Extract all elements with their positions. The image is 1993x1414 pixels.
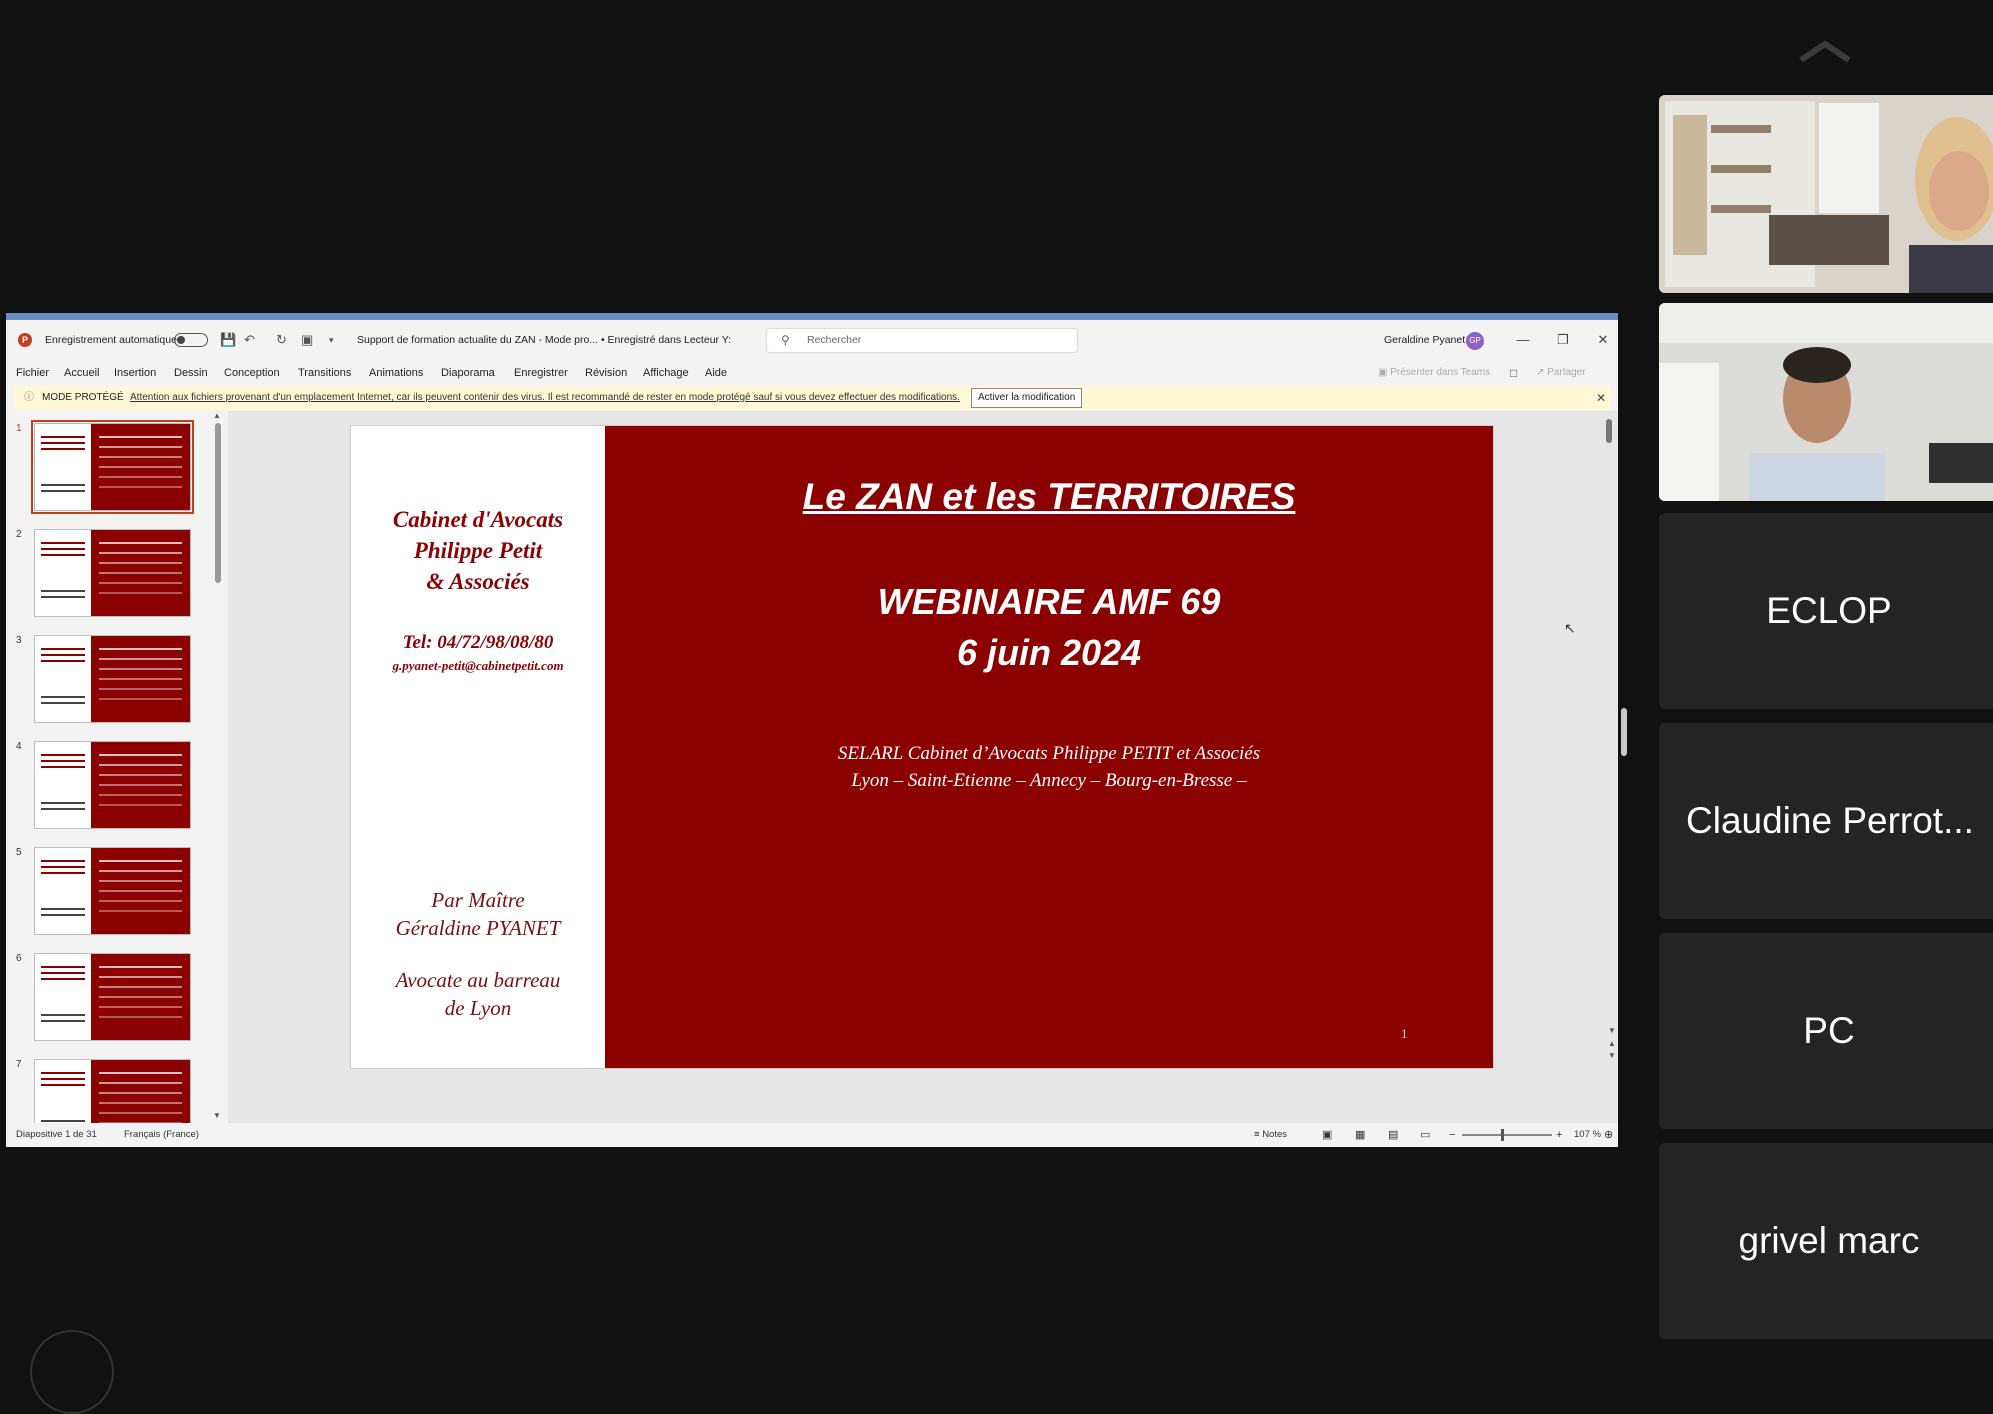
slideshow-icon[interactable]: ▭	[1420, 1129, 1431, 1141]
tab-accueil[interactable]: Accueil	[64, 367, 100, 379]
slide-editor	[228, 411, 1618, 1123]
protected-mode-message[interactable]: Attention aux fichiers provenant d'un emplacement Internet, car ils peuvent contenir des virus. Il est recommandé de rester en mode protégé sauf si vous devez effectuer des modifications.	[130, 392, 960, 403]
firm-name-line: Cabinet d'Avocats	[392, 507, 564, 532]
slide-page-number: 1	[1401, 1026, 1408, 1041]
scroll-down-icon[interactable]: ▼	[1608, 1026, 1616, 1035]
firm-name-line: & Associés	[426, 569, 530, 594]
thumbnail-number: 5	[16, 847, 22, 858]
thumbnail-slide-1[interactable]	[6, 421, 226, 517]
thumbnail-number: 1	[16, 423, 22, 434]
zoom-slider-handle[interactable]	[1501, 1129, 1504, 1141]
slide-thumbnail-pane	[6, 411, 226, 1123]
phone-number: Tel: 04/72/98/08/80	[402, 632, 554, 653]
firm-locations-line: Lyon – Saint-Etienne – Annecy – Bourg-en-Bresse –	[851, 770, 1247, 791]
user-name[interactable]: Geraldine Pyanet	[1384, 334, 1466, 346]
tab-transitions[interactable]: Transitions	[298, 367, 352, 379]
slide-scrollbar[interactable]	[1606, 419, 1612, 443]
close-icon[interactable]: ✕	[1596, 391, 1607, 405]
share-button[interactable]: ↗ Partager	[1536, 367, 1586, 378]
quick-access-more-icon[interactable]: ▾	[329, 335, 334, 345]
participant-name: PC	[1803, 1010, 1855, 1051]
participant-name: ECLOP	[1766, 590, 1892, 631]
thumbnail-number: 7	[16, 1059, 22, 1070]
participant-name: grivel marc	[1738, 1220, 1920, 1261]
search-input[interactable]	[766, 328, 1078, 353]
status-bar	[6, 1123, 1618, 1147]
tab-diaporama[interactable]: Diaporama	[441, 367, 495, 379]
webinar-date: 6 juin 2024	[956, 632, 1142, 673]
search-icon: ⚲	[781, 333, 790, 347]
minimize-icon[interactable]: —	[1516, 332, 1530, 347]
bar-title	[351, 966, 605, 1022]
participant-tile-pc[interactable]	[1659, 933, 1993, 1129]
author-line: Par Maître	[431, 888, 525, 912]
thumbnail-slide-3[interactable]	[6, 633, 226, 729]
firm-locations	[605, 740, 1493, 794]
search-placeholder: Rechercher	[807, 334, 862, 346]
reading-view-icon[interactable]: ▤	[1388, 1129, 1399, 1141]
firm-name	[351, 504, 605, 597]
participant-name: Claudine Perrot...	[1686, 800, 1974, 841]
email-address: g.pyanet-petit@cabinetpetit.com	[392, 658, 564, 673]
slide-right-panel	[605, 426, 1493, 1068]
fit-to-window-icon[interactable]: ⊕	[1604, 1129, 1614, 1141]
slide-thumbnail[interactable]	[34, 741, 191, 829]
participant-tile-claudine[interactable]	[1659, 723, 1993, 919]
slide-title: Le ZAN et les TERRITOIRES	[802, 476, 1296, 517]
firm-locations-line: SELARL Cabinet d’Avocats Philippe PETIT et Associés	[837, 743, 1261, 764]
language-status[interactable]: Français (France)	[124, 1129, 199, 1140]
avatar[interactable]: GP	[1466, 332, 1484, 350]
notes-button[interactable]: ≡ Notes	[1254, 1129, 1288, 1140]
thumbnail-slide-2[interactable]	[6, 527, 226, 623]
thumbnail-number: 6	[16, 953, 22, 964]
close-icon[interactable]: ✕	[1597, 332, 1609, 347]
save-icon[interactable]: 💾	[220, 332, 237, 347]
thumbnail-slide-5[interactable]	[6, 845, 226, 941]
tab-aide[interactable]: Aide	[705, 367, 728, 379]
slide-counter: Diapositive 1 de 31	[16, 1129, 97, 1140]
participant-video-geraldine[interactable]	[1659, 95, 1993, 293]
undo-icon[interactable]: ↶	[244, 332, 255, 347]
tab-dessin[interactable]: Dessin	[174, 367, 208, 379]
webinar-line: WEBINAIRE AMF 69	[877, 581, 1221, 622]
powerpoint-icon: P	[18, 333, 32, 347]
next-slide-icon[interactable]: ▼	[1608, 1051, 1616, 1060]
thumbnail-slide-7[interactable]	[6, 1057, 226, 1123]
firm-name-line: Philippe Petit	[413, 538, 543, 563]
tab-fichier[interactable]: Fichier	[16, 367, 50, 379]
slide-thumbnail[interactable]	[34, 529, 191, 617]
tab-conception[interactable]: Conception	[224, 367, 280, 379]
participant-tile-grivel[interactable]	[1659, 1143, 1993, 1339]
tab-revision[interactable]: Révision	[585, 367, 628, 379]
tab-insertion[interactable]: Insertion	[114, 367, 157, 379]
previous-slide-icon[interactable]: ▲	[1608, 1039, 1616, 1048]
redo-icon[interactable]: ↻	[276, 332, 287, 347]
scroll-up-icon[interactable]: ▲	[213, 411, 221, 420]
webinar-heading	[605, 576, 1493, 678]
thumbnail-number: 3	[16, 635, 22, 646]
slide-thumbnail[interactable]	[34, 635, 191, 723]
normal-view-icon[interactable]: ▣	[1322, 1129, 1333, 1141]
comments-icon[interactable]: □	[1510, 366, 1518, 380]
participant-video-frame	[1659, 303, 1993, 501]
tab-animations[interactable]: Animations	[369, 367, 424, 379]
participant-video-frame	[1659, 95, 1993, 293]
participant-video-2[interactable]	[1659, 303, 1993, 501]
ribbon-tabs	[6, 360, 1618, 386]
document-title[interactable]: Support de formation actualite du ZAN - Mode pro... • Enregistré dans Lecteur Y:	[357, 334, 732, 346]
autosave-toggle[interactable]	[174, 333, 208, 347]
tab-affichage[interactable]: Affichage	[643, 367, 689, 379]
protected-view-bar	[14, 386, 1611, 410]
zoom-level[interactable]: 107 %	[1574, 1129, 1601, 1140]
slide-thumbnail[interactable]	[34, 1059, 191, 1123]
share-label: Partager	[1547, 367, 1586, 378]
zoom-slider[interactable]	[1462, 1134, 1552, 1136]
scroll-down-icon[interactable]: ▼	[213, 1111, 221, 1120]
panel-resize-handle[interactable]	[1621, 708, 1627, 756]
thumbnail-slide-6[interactable]	[6, 951, 226, 1047]
slide-thumbnail[interactable]	[34, 953, 191, 1041]
info-icon: ⓘ	[24, 392, 34, 403]
slide-thumbnail[interactable]	[34, 423, 191, 511]
thumbnail-number: 4	[16, 741, 22, 752]
window-accent-line	[6, 313, 1618, 320]
author	[351, 886, 605, 942]
bar-title-line: Avocate au barreau	[395, 968, 561, 992]
zoom-in-icon[interactable]: +	[1556, 1129, 1563, 1141]
floating-control-button[interactable]	[30, 1330, 114, 1414]
slide-sorter-icon[interactable]: ▦	[1355, 1129, 1366, 1141]
restore-icon[interactable]: ❐	[1557, 332, 1569, 347]
enable-editing-button[interactable]: Activer la modification	[971, 388, 1082, 408]
present-in-teams-button[interactable]: ▣ Présenter dans Teams	[1378, 367, 1491, 378]
present-icon[interactable]: ▣	[301, 332, 314, 347]
tab-enregistrer[interactable]: Enregistrer	[514, 367, 568, 379]
participant-tile-eclop[interactable]	[1659, 513, 1993, 709]
author-line: Géraldine PYANET	[395, 916, 561, 940]
slide-left-panel	[351, 426, 605, 1068]
thumbnail-number: 2	[16, 529, 22, 540]
powerpoint-window	[6, 313, 1618, 1147]
slide-thumbnail[interactable]	[34, 847, 191, 935]
protected-mode-label: MODE PROTÉGÉ	[42, 392, 124, 403]
notes-label: Notes	[1262, 1129, 1288, 1140]
bar-title-line: de Lyon	[444, 996, 512, 1020]
present-in-teams-label: Présenter dans Teams	[1390, 367, 1491, 378]
mouse-cursor-icon: ↖	[1564, 620, 1576, 636]
thumbnail-slide-4[interactable]	[6, 739, 226, 835]
autosave-label: Enregistrement automatique	[45, 334, 177, 346]
current-slide[interactable]	[351, 426, 1493, 1068]
chevron-up-icon[interactable]	[1795, 36, 1855, 66]
title-bar	[6, 320, 1618, 360]
zoom-out-icon[interactable]: −	[1449, 1129, 1456, 1141]
